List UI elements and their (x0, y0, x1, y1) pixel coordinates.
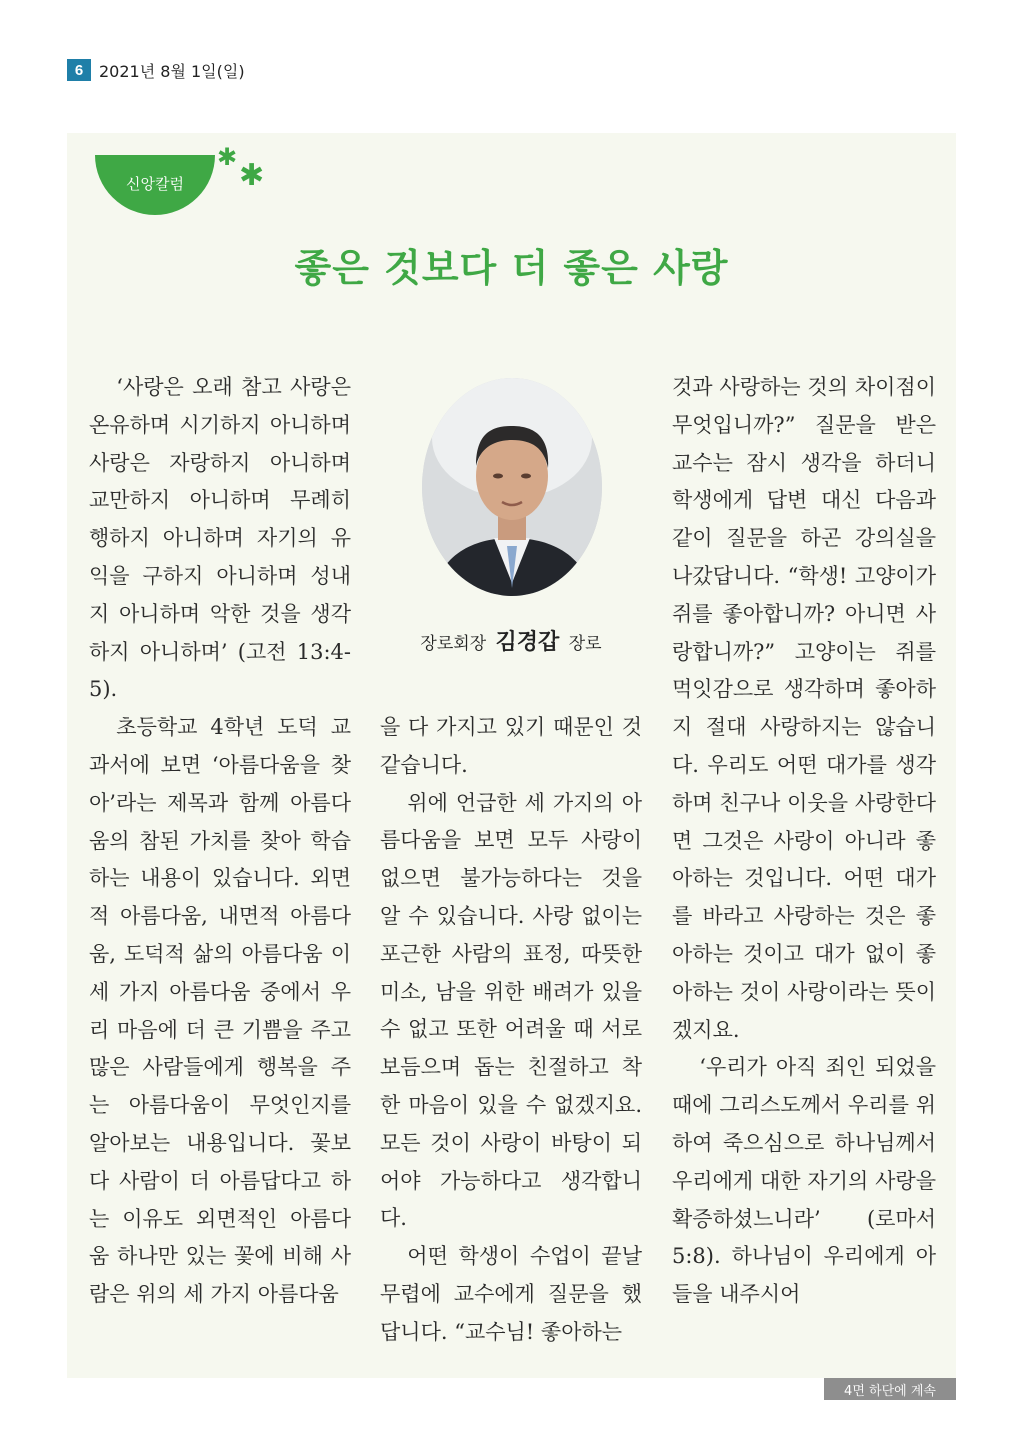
paragraph: 위에 언급한 세 가지의 아름다움을 보면 모두 사랑이 없으면 불가능하다는 것을 알 수 있습니다. 사랑 없이는 포근한 사람의 표정, 따뜻한 미소, 남을 위한 배려가 있을 수 없고 또한 어려울 때 서로 보듬으며 돕는 친절하고 착한 마음이 있을 수 없겠지요. 모든 것이 사랑이 바탕이 되어야 가능하다고 생각합니다. (380, 790, 642, 1231)
paragraph: 어떤 학생이 수업이 끝날 무렵에 교수에게 질문을 했답니다. “교수님! 좋아하는 (380, 1244, 642, 1344)
author-name: 김경갑 (495, 630, 560, 655)
page-header (67, 59, 245, 81)
paragraph: ‘사랑은 오래 참고 사랑은 온유하며 시기하지 아니하며 사랑은 자랑하지 아니하며 교만하지 아니하며 무례히 행하지 아니하며 자기의 유익을 구하지 아니하며 성내지 아니하며 악한 것을 생각하지 아니하며’ (고전 13:4-5). (89, 375, 351, 702)
page-number: 6 (67, 59, 91, 81)
paragraph: 것과 사랑하는 것의 차이점이 무엇입니까?” 질문을 받은 교수는 잠시 생각을 하더니 학생에게 답변 대신 다음과 같이 질문을 하곤 강의실을 나갔답니다. “학생! 고양이가 쥐를 좋아합니까? 아니면 사랑합니까?” 고양이는 쥐를 먹잇감으로 생각하며 좋아하지 절대 사랑하지는 않습니다. 우리도 어떤 대가를 생각하며 친구나 이웃을 사랑한다면 그것은 사랑이 아니라 좋아하는 것입니다. 어떤 대가를 바라고 사랑하는 것은 좋아하는 것이고 대가 없이 좋아하는 것이 사랑이라는 뜻이겠지요. (672, 375, 936, 1042)
asterisk-icon: ✱ (239, 158, 265, 193)
continue-note: 4면 하단에 계속 (824, 1378, 956, 1400)
article-title: 좋은 것보다 더 좋은 사랑 (294, 246, 729, 290)
column-badge-label: 신앙칼럼 (126, 174, 184, 193)
asterisk-icon: ✱ (217, 143, 238, 171)
column-panel (67, 133, 956, 1378)
author-suffix: 장로 (568, 634, 602, 654)
issue-date: 2021년 8월 1일(일) (99, 61, 245, 81)
paragraph: 을 다 가지고 있기 때문인 것 같습니다. (380, 715, 642, 777)
paragraph: ‘우리가 아직 죄인 되었을 때에 그리스도께서 우리를 위하여 죽으심으로 하나님께서 우리에게 대한 자기의 사랑을 확증하셨느니라’ (로마서 5:8). 하나님이 우리에게 아들을 내주시어 (672, 1055, 936, 1307)
author-role: 장로회장 (420, 634, 487, 654)
body-column-1 (89, 369, 351, 1314)
person-portrait-icon (422, 378, 602, 596)
column-badge (95, 155, 215, 215)
author-caption (380, 625, 642, 656)
author-photo (422, 378, 602, 596)
body-column-3 (672, 369, 936, 1314)
body-column-2 (380, 709, 642, 1352)
paragraph: 초등학교 4학년 도덕 교과서에 보면 ‘아름다움을 찾아’라는 제목과 함께 아름다움의 참된 가치를 찾아 학습하는 내용이 있습니다. 외면적 아름다움, 내면적 아름다움, 도덕적 삶의 아름다움 이 세 가지 아름다움 중에서 우리 마음에 더 큰 기쁨을 주고 많은 사람들에게 행복을 주는 아름다움이 무엇인지를 알아보는 내용입니다. 꽃보다 사람이 더 아름답다고 하는 이유도 외면적인 아름다움 하나만 있는 꽃에 비해 사람은 위의 세 가지 아름다움 (89, 715, 351, 1307)
